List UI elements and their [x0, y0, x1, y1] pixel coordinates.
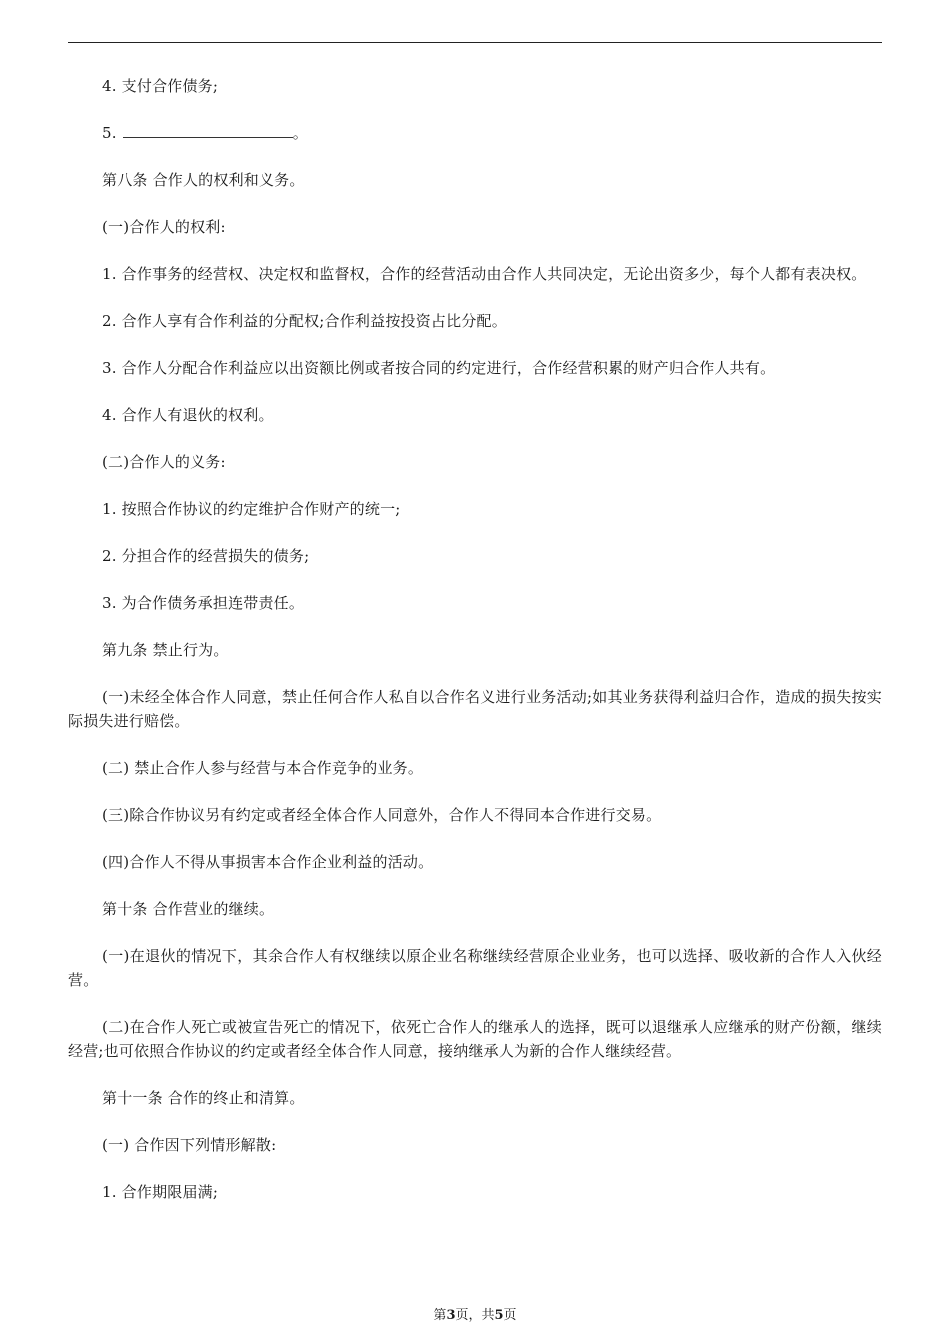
- paragraph-prohibition-1: (一)未经全体合作人同意，禁止任何合作人私自以合作名义进行业务活动;如其业务获得利益归合作，造成的损失按实际损失进行赔偿。: [68, 688, 882, 730]
- section-obligations-heading: (二)合作人的义务:: [102, 453, 226, 471]
- article-8-heading: 第八条 合作人的权利和义务。: [102, 171, 305, 189]
- section-dissolution-heading: (一) 合作因下列情形解散:: [102, 1136, 277, 1154]
- paragraph-right-3: 3. 合作人分配合作利益应以出资额比例或者按合同的约定进行，合作经营积累的财产归合作人共有。: [102, 359, 776, 377]
- header-rule: [68, 42, 882, 43]
- page-footer: [0, 1304, 950, 1323]
- paragraph-obligation-3: 3. 为合作债务承担连带责任。: [102, 594, 305, 612]
- paragraph-prohibition-2: (二) 禁止合作人参与经营与本合作竞争的业务。: [102, 759, 424, 777]
- article-11-heading: 第十一条 合作的终止和清算。: [102, 1089, 305, 1107]
- article-9-heading: 第九条 禁止行为。: [102, 641, 229, 659]
- item-number: 5.: [102, 124, 117, 142]
- footer-middle: 页，共: [455, 1308, 495, 1323]
- paragraph-item-5-blank: [68, 121, 882, 145]
- paragraph-continuation-2: (二)在合作人死亡或被宣告死亡的情况下，依死亡合作人的继承人的选择，既可以退继承人应继承的财产份额，继续经营;也可依照合作协议的约定或者经全体合作人同意，接纳继承人为新的合作人继续经营。: [68, 1018, 882, 1060]
- paragraph-right-2: 2. 合作人享有合作利益的分配权;合作利益按投资占比分配。: [102, 312, 507, 330]
- paragraph-obligation-2: 2. 分担合作的经营损失的债务;: [102, 547, 310, 565]
- article-10-heading: 第十条 合作营业的继续。: [102, 900, 275, 918]
- footer-suffix: 页: [503, 1308, 517, 1323]
- footer-total-pages: 5: [494, 1308, 504, 1323]
- document-body: [68, 74, 882, 1227]
- fill-in-blank: [123, 123, 293, 138]
- paragraph-right-1: 1. 合作事务的经营权、决定权和监督权，合作的经营活动由合作人共同决定，无论出资多少，每个人都有表决权。: [102, 265, 867, 283]
- footer-current-page: 3: [446, 1308, 456, 1323]
- footer-prefix: 第: [433, 1308, 447, 1323]
- section-rights-heading: (一)合作人的权利:: [102, 218, 226, 236]
- item-end-mark: 。: [292, 124, 308, 142]
- paragraph-right-4: 4. 合作人有退伙的权利。: [102, 406, 274, 424]
- paragraph-continuation-1: (一)在退伙的情况下，其余合作人有权继续以原企业名称继续经营原企业业务，也可以选择、吸收新的合作人入伙经营。: [68, 947, 882, 989]
- paragraph-dissolution-1: 1. 合作期限届满;: [102, 1183, 219, 1201]
- paragraph-item-4-pay-debts: 4. 支付合作债务;: [102, 77, 219, 95]
- paragraph-obligation-1: 1. 按照合作协议的约定维护合作财产的统一;: [102, 500, 401, 518]
- paragraph-prohibition-4: (四)合作人不得从事损害本合作企业利益的活动。: [102, 853, 434, 871]
- paragraph-prohibition-3: (三)除合作协议另有约定或者经全体合作人同意外，合作人不得同本合作进行交易。: [102, 806, 662, 824]
